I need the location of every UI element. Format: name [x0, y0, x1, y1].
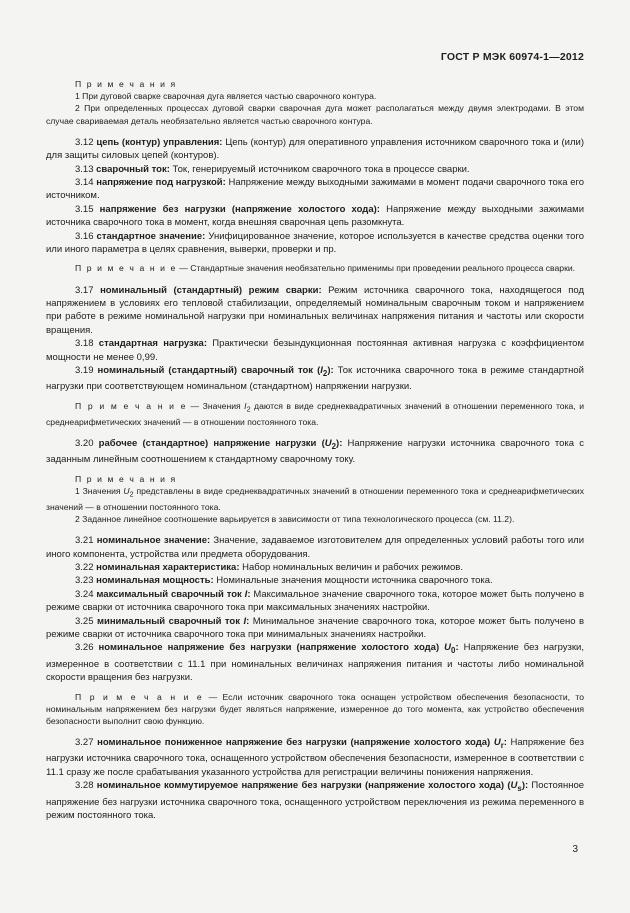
term-3-27: 3.27 номинальное пониженное напряжение без нагрузки (напряжение холостого хода) $U_r$: Напряжение без нагрузки источника сварочного тока, оснащенного устройством обеспечения безопасности, измеренное в соответствии с 11.1 сразу же после срабатывания указанного устройства для регистрации величины понижения напряжения. — [46, 737, 584, 778]
term-name: номинальная мощность: — [96, 575, 214, 587]
term-3-17: 3.17 номинальный (стандартный) режим сварки: Режим источника сварочного тока, находящегося под напряжением в условиях его тепловой стабилизации, определяемый номинальным сварочным током и напряжением при работе в режиме номинальной нагрузки при номинальных величинах напряжения питания и частоты или скорости вращения. — [46, 284, 584, 336]
term-name: номинальное значение: — [96, 535, 211, 547]
note-3-20: П р и м е ч а н и я 1 Значения $U_2$ представлены в виде среднеквадратичных значений в отношении переменного тока и среднеарифметических значений — в отношении постоянного тока. 2 Заданное линейное соотношение варьируется в зависимости от типа технологического процесса (см. 11.2). — [46, 473, 584, 524]
note-3-19: П р и м е ч а н и е — Значения $I_2$ даются в виде среднеквадратичных значений в отношении переменного тока, и среднеарифметических значений — в отношении постоянного тока. — [46, 400, 584, 427]
term-3-13: 3.13 сварочный ток: Ток, генерируемый источником сварочного тока в процессе сварки. — [75, 163, 470, 175]
term-name: номинальная характеристика: — [96, 561, 240, 573]
term-name: рабочее (стандартное) напряжение нагрузки $(U_2)$: — [98, 437, 343, 451]
term-name: цепь (контур) управления: — [96, 136, 223, 148]
term-3-16: 3.16 стандартное значение: Унифицированное значение, которое используется в качестве средства оценки того или иного параметра в целях сравнения, выверки, проверки и пр. — [46, 230, 584, 256]
note-top — [46, 78, 584, 127]
term-3-20: 3.20 рабочее (стандартное) напряжение нагрузки $(U_2)$: Напряжение нагрузки источника сварочного тока с заданным линейным соотношением к стандартному сварочному току. — [46, 437, 584, 466]
term-3-18: 3.18 стандартная нагрузка: Практически безындукционная постоянная активная нагрузка с коэффициентом мощности не менее 0,99. — [46, 338, 584, 363]
term-name: стандартная нагрузка: — [98, 338, 207, 350]
term-3-28: 3.28 номинальное коммутируемое напряжение без нагрузки (напряжение холостого хода) $(U_s)$: Постоянное напряжение без нагрузки источника сварочного тока, оснащенного устройством переключения из режима переменного в режим постоянного тока. — [46, 780, 585, 821]
term-3-12: 3.12 цепь (контур) управления: Цепь (контур) для оперативного управления источником сварочного тока и (или) для защиты силовых цепей (контуров). — [46, 136, 585, 162]
term-name: минимальный сварочный ток I: — [96, 615, 250, 627]
note-3-16: П р и м е ч а н и е — Стандартные значения необязательно применимы при проведении реального процесса сварки. — [75, 263, 576, 274]
term-name: напряжение под нагрузкой: — [96, 177, 226, 189]
term-3-19: 3.19 номинальный (стандартный) сварочный ток $(I_2)$: Ток источника сварочного тока в режиме стандартной нагрузки при соответствующем номинальном (стандартном) напряжении нагрузки. — [46, 365, 584, 393]
term-3-21: 3.21 номинальное значение: Значение, задаваемое изготовителем для определенных условий работы того или иного компонента, устройства или предмета оборудования. — [46, 535, 584, 560]
term-name: напряжение без нагрузки (напряжение холостого хода): — [99, 203, 380, 215]
term-name: стандартное значение: — [96, 230, 206, 242]
term-name: номинальный (стандартный) сварочный ток $(I_2)$: — [97, 365, 334, 378]
term-3-25: 3.25 минимальный сварочный ток I: Минимальное значение сварочного тока, которое может быть получено в режиме сварки от источника сварочного тока при минимальных значениях настройки. — [46, 615, 585, 641]
term-3-24: 3.24 максимальный сварочный ток I: Максимальное значение сварочного тока, которое может быть получено в режиме сварки от источника сварочного тока при максимальных значениях настройки. — [46, 588, 585, 614]
standard-header: ГОСТ Р МЭК 60974-1—2012 — [440, 51, 584, 63]
term-name: номинальное коммутируемое напряжение без нагрузки (напряжение холостого хода) $(U_s)$: — [96, 780, 529, 794]
term-3-22: 3.22 номинальная характеристика: Набор номинальных величин и рабочих режимов. — [75, 561, 463, 573]
note-title: П р и м е ч а н и я — [75, 79, 177, 89]
term-3-26: 3.26 номинальное напряжение без нагрузки (напряжение холостого хода) $U_0$: Напряжение без нагрузки, измеренное в соответствии с 11.1 при номинальных величинах напряжения питания и частоты либо номинальной скорости вращения без нагрузки. — [46, 642, 584, 684]
term-3-23: 3.23 номинальная мощность: Номинальные значения мощности источника сварочного тока. — [75, 575, 493, 587]
term-name: номинальное напряжение без нагрузки (напряжение холостого хода) $U_0$: — [98, 642, 459, 656]
note-item-1: 1 При дуговой сварке сварочная дуга является частью сварочного контура. — [75, 91, 377, 102]
term-3-15: 3.15 напряжение без нагрузки (напряжение холостого хода): Напряжение между выходными зажимами источника сварочного тока в момент, когда внешняя сварочная цепь разомкнута. — [46, 203, 585, 229]
term-name: сварочный ток: — [96, 163, 170, 175]
note-item-2: 2 При определенных процессах дуговой сварки сварочная дуга может располагаться между двумя электродами. В этом случае свариваемая деталь необязательно является частью сварочного контура. — [46, 103, 584, 126]
term-name: номинальный (стандартный) режим сварки: — [100, 284, 322, 296]
page-body — [46, 78, 584, 822]
term-name: максимальный сварочный ток I: — [96, 588, 251, 600]
note-3-26: П р и м е ч а н и е — Если источник сварочного тока оснащен устройством обеспечения безопасности, то номинальным напряжением без нагрузки будет являться напряжение, измеренное до того момента, как устройство обеспечения безопасности выполнит свою функцию. — [46, 691, 584, 726]
term-name: номинальное пониженное напряжение без нагрузки (напряжение холостого хода) $U_r$: — [97, 737, 507, 751]
page-number: 3 — [572, 844, 578, 855]
term-3-14: 3.14 напряжение под нагрузкой: Напряжение между выходными зажимами в момент подачи сварочного тока его источником. — [46, 177, 585, 202]
